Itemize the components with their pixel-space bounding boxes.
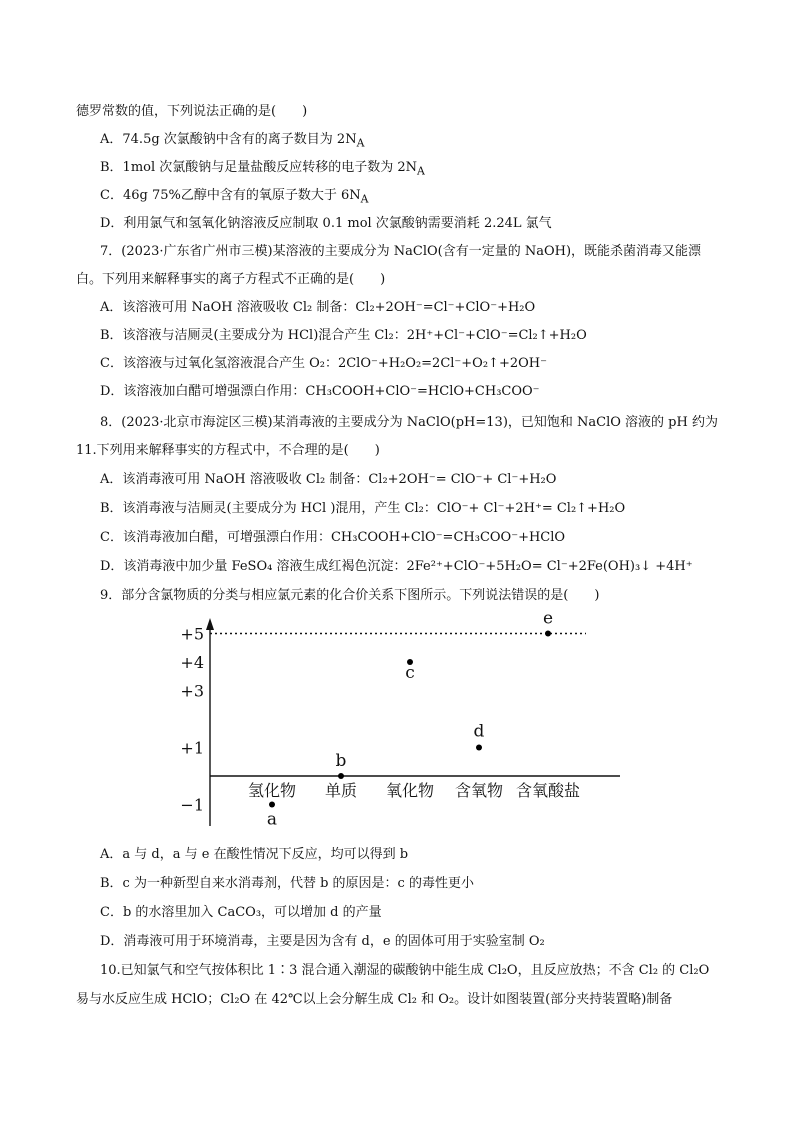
q8-stem-line1: 8．(2023·北京市海淀区三模)某消毒液的主要成分为 NaClO(pH=13)，已知饱和 NaClO 溶液的 pH 约为 [100,415,718,430]
q8-option-c: C．该消毒液加白醋，可增强漂白作用：CH₃COOH+ClO⁻=CH₃COO⁻+HClO [100,530,566,545]
q8-option-b: B．该消毒液与洁厕灵(主要成分为 HCl )混用，产生 Cl₂：ClO⁻+ Cl⁻+2H⁺= Cl₂↑+H₂O [100,501,626,516]
point-e [545,631,551,637]
point-label-c: c [405,663,415,683]
q6-option-b-sub: A [417,164,425,178]
x-category-label: 含氧酸盐 [515,781,581,800]
q8-option-d: D．该消毒液中加少量 FeSO₄ 溶液生成红褐色沉淀：2Fe²⁺+ClO⁻+5H₂O= Cl⁻+2Fe(OH)₃↓ +4H⁺ [100,559,693,574]
q7-option-a: A．该溶液可用 NaOH 溶液吸收 Cl₂ 制备：Cl₂+2OH⁻=Cl⁻+ClO⁻+H₂O [100,300,536,315]
q6-option-c [100,187,368,209]
q8-stem-line2: 11.下列用来解释事实的方程式中，不合理的是( ) [76,443,380,458]
point-b [338,773,344,779]
x-category-label: 含氧物 [454,781,504,800]
q9-option-d: D．消毒液可用于环境消毒，主要是因为含有 d，e 的固体可用于实验室制 O₂ [100,934,545,949]
q7-stem-line1: 7．(2023·广东省广州市三模)某溶液的主要成分为 NaClO(含有一定量的 NaOH)，既能杀菌消毒又能漂 [100,244,702,259]
q7-option-b: B．该溶液与洁厕灵(主要成分为 HCl)混合产生 Cl₂：2H⁺+Cl⁻+ClO⁻=Cl₂↑+H₂O [100,328,587,343]
q6-option-a-text: A．74.5g 次氯酸钠中含有的离子数目为 2N [100,132,357,147]
q7-stem-line2: 白。下列用来解释事实的离子方程式不正确的是( ) [76,272,386,287]
q10-line2: 易与水反应生成 HClO；Cl₂O 在 42℃以上会分解生成 Cl₂ 和 O₂。设计如图装置(部分夹持装置略)制备 [76,992,673,1007]
q6-option-a [100,131,364,153]
q6-stem-tail: 德罗常数的值，下列说法正确的是( ) [76,104,308,119]
y-tick-label: +5 [180,624,204,644]
x-category-label: 单质 [324,781,358,800]
y-tick-label: −1 [180,795,204,815]
q7-option-c: C．该溶液与过氧化氢溶液混合产生 O₂：2ClO⁻+H₂O₂=2Cl⁻+O₂↑+2OH⁻ [100,356,547,371]
point-label-a: a [266,809,278,830]
q6-option-d: D．利用氯气和氢氧化钠溶液反应制取 0.1 mol 次氯酸钠需要消耗 2.24L 氯气 [100,216,552,231]
q9-option-a: A．a 与 d，a 与 e 在酸性情况下反应，均可以得到 b [100,847,409,862]
y-tick-label: +3 [180,681,204,701]
point-a [269,802,275,808]
q6-option-c-sub: A [360,192,369,206]
q6-option-b-text: B．1mol 次氯酸钠与足量盐酸反应转移的电子数为 2N [100,160,418,175]
chart-x-ticks [248,781,580,800]
x-category-label: 氢化物 [247,781,297,800]
y-tick-label: +1 [180,738,204,758]
y-tick-label: +4 [180,653,204,672]
point-label-d: d [473,721,485,742]
y-axis-arrow [206,618,214,630]
q9-option-c: C．b 的水溶里加入 CaCO₃，可以增加 d 的产量 [100,905,382,920]
point-label-b: b [335,751,347,771]
point-d [476,745,482,751]
q10-line1: 10.已知氯气和空气按体积比 1∶3 混合通入潮湿的碳酸钠中能生成 Cl₂O，且反应放热；不含 Cl₂ 的 Cl₂O [100,963,710,978]
q7-option-d: D．该溶液加白醋可增强漂白作用：CH₃COOH+ClO⁻=HClO+CH₃COO⁻ [100,384,540,399]
q8-option-a: A．该消毒液可用 NaOH 溶液吸收 Cl₂ 制备：Cl₂+2OH⁻= ClO⁻+ Cl⁻+H₂O [100,472,557,487]
valence-chart [180,612,620,832]
q9-stem: 9．部分含氯物质的分类与相应氯元素的化合价关系下图所示。下列说法错误的是( ) [100,588,600,603]
chart-y-ticks [180,612,204,815]
q6-option-a-sub: A [356,136,365,150]
q6-option-c-text: C．46g 75%乙醇中含有的氧原子数大于 6N [100,188,361,203]
point-label-e: e [542,612,554,629]
x-category-label: 氧化物 [385,781,435,800]
q9-option-b: B．c 为一种新型自来水消毒剂，代替 b 的原因是：c 的毒性更小 [100,876,474,891]
q6-option-b [100,159,425,181]
